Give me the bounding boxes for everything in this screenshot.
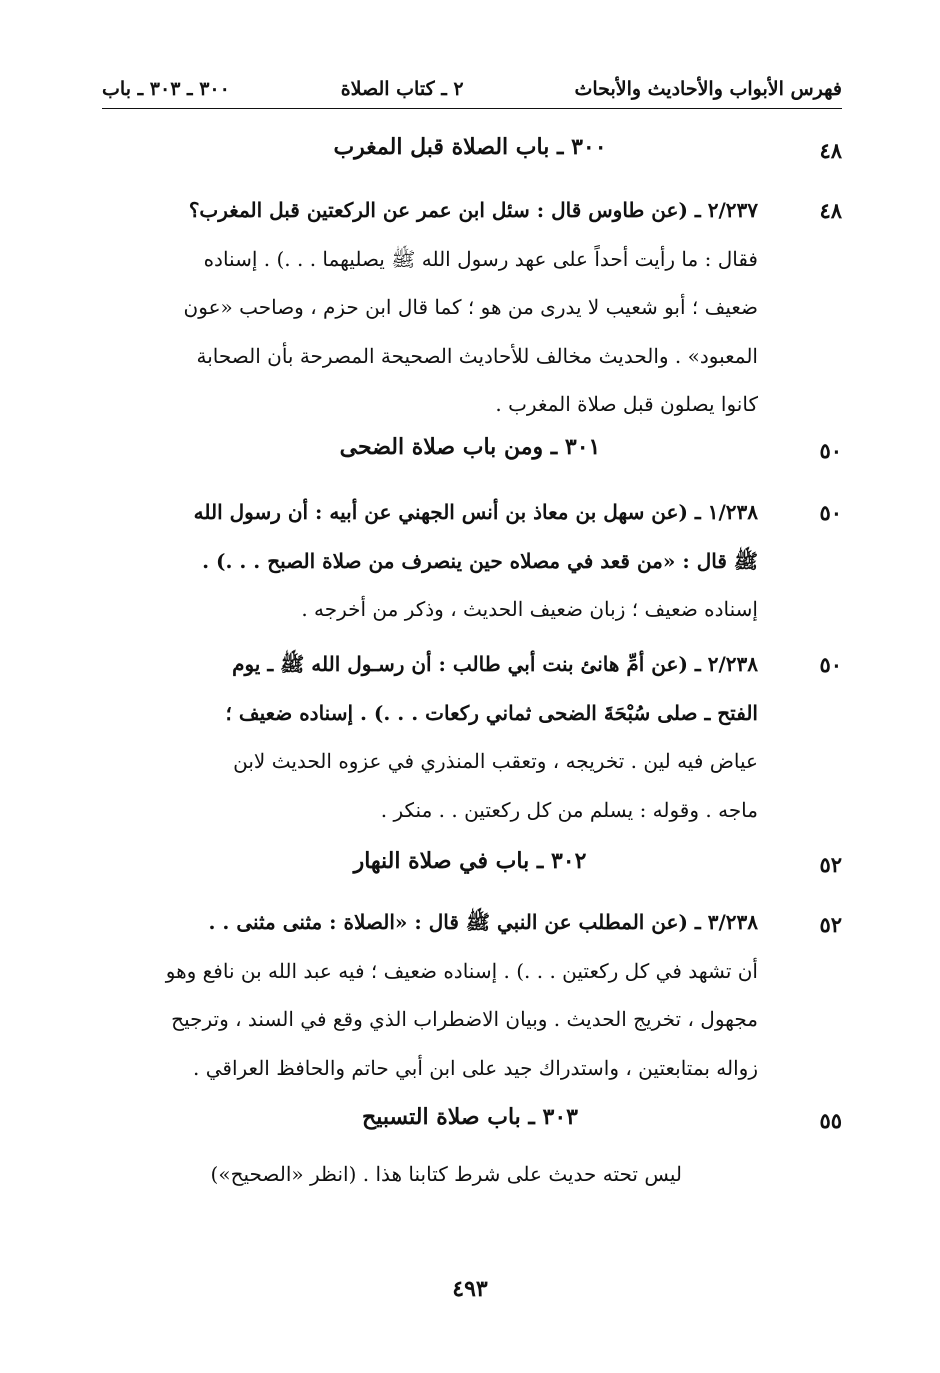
- entry-ref: ٥٠: [819, 652, 842, 677]
- entry-line: ٢/٢٣٧ ـ (عن طاوس قال : سئل ابن عمر عن الركعتين قبل المغرب؟: [188, 198, 758, 222]
- page-number: ٤٩٣: [452, 1276, 488, 1302]
- hadith-entry: [108, 488, 758, 634]
- chapter-title: ٣٠٠ ـ باب الصلاة قبل المغرب: [333, 134, 607, 160]
- entry-line: الفتح ـ صلى سُبْحَةَ الضحى ثماني ركعات . . .) . إسناده ضعيف ؛: [225, 700, 758, 725]
- header-chapter: ٢ ـ كتاب الصلاة: [340, 78, 464, 100]
- header-book-section: فهرس الأبواب والأحاديث والأبحاث: [574, 78, 842, 100]
- entry-ref: ٥٠: [819, 500, 842, 525]
- chapter-note: ليس تحته حديث على شرط كتابنا هذا . (انظر «الصحيح»): [210, 1162, 682, 1186]
- entry-line: ٣/٢٣٨ ـ (عن المطلب عن النبي ﷺ قال : «الصلاة : مثنى مثنى . .: [208, 910, 758, 934]
- entry-line: ضعيف ؛ أبو شعيب لا يدرى من هو ؛ كما قال ابن حزم ، وصاحب «عون: [183, 295, 758, 319]
- chapter-ref: ٥٢: [819, 852, 842, 877]
- entry-ref: ٥٢: [819, 912, 842, 937]
- running-header: [102, 72, 842, 106]
- entry-line: عياض فيه لين . تخريجه ، وتعقب المنذري في عزوه الحديث لابن: [233, 749, 758, 773]
- entry-line: ﷺ قال : «من قعد في مصلاه حين ينصرف من صلاة الصبح . . .) .: [202, 548, 758, 573]
- chapter-ref: ٤٨: [819, 138, 842, 163]
- header-range: ٣٠٠ ـ ٣٠٣ ـ باب: [102, 78, 230, 100]
- hadith-entry: [108, 898, 758, 1092]
- entry-line: ٢/٢٣٨ ـ (عن أمِّ هانئ بنت أبي طالب : أن رسـول الله ﷺ ـ يوم: [232, 652, 758, 676]
- entry-line: كانوا يصلون قبل صلاة المغرب .: [495, 392, 758, 416]
- chapter-title: ٣٠٢ ـ باب في صلاة النهار: [353, 848, 587, 874]
- hadith-entry: [108, 640, 758, 834]
- chapter-title: ٣٠٣ ـ باب صلاة التسبيح: [362, 1104, 578, 1130]
- entry-line: المعبود» . والحديث مخالف للأحاديث الصحيحة المصرحة بأن الصحابة: [196, 343, 758, 368]
- entry-line: فقال : ما رأيت أحداً على عهد رسول الله ﷺ يصليهما . . .) . إسناده: [203, 246, 758, 271]
- header-rule: [102, 108, 842, 109]
- entry-line: ماجه . وقوله : يسلم من كل ركعتين . . منكر .: [380, 797, 758, 822]
- hadith-entry: [108, 186, 758, 429]
- chapter-title: ٣٠١ ـ ومن باب صلاة الضحى: [339, 434, 601, 460]
- entry-line: إسناده ضعيف ؛ زبان ضعيف الحديث ، وذكر من أخرجه .: [301, 597, 758, 621]
- entry-line: ١/٢٣٨ ـ (عن سهل بن معاذ بن أنس الجهني عن أبيه : أن رسول الله: [193, 500, 758, 524]
- entry-line: زواله بمتابعتين ، واستدراك جيد على ابن أبي حاتم والحافظ العراقي .: [193, 1055, 758, 1080]
- entry-ref: ٤٨: [819, 198, 842, 223]
- chapter-ref: ٥٥: [819, 1108, 842, 1133]
- entry-line: أن تشهد في كل ركعتين . . .) . إسناده ضعيف ؛ فيه عبد الله بن نافع وهو: [165, 958, 758, 983]
- chapter-ref: ٥٠: [819, 438, 842, 463]
- entry-line: مجهول ، تخريج الحديث . وبيان الاضطراب الذي وقع في السند ، وترجيح: [171, 1007, 758, 1031]
